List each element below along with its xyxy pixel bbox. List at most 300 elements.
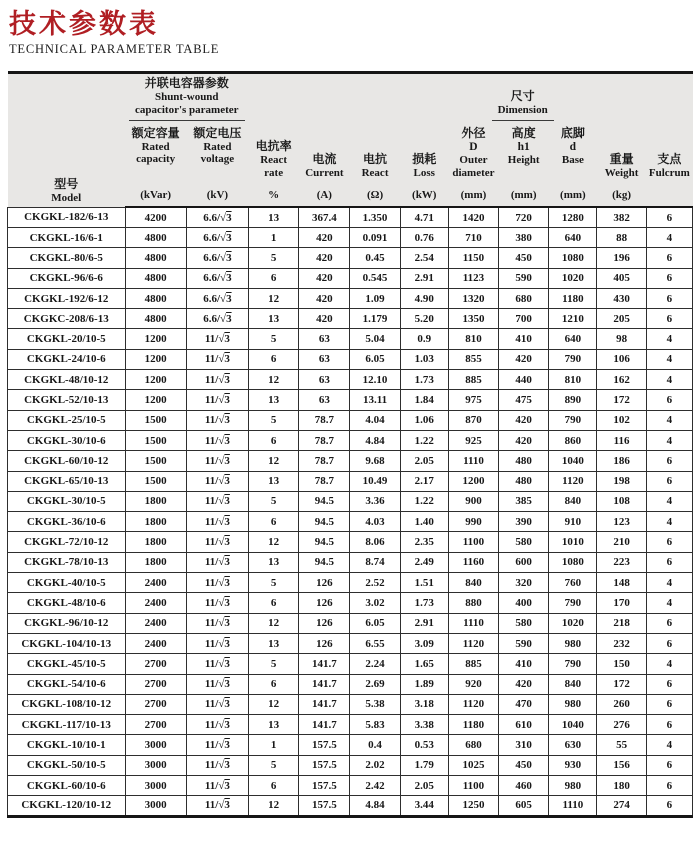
cell-weight: 260: [597, 694, 646, 714]
header-rated-voltage-en2: voltage: [200, 153, 235, 166]
unit-height: [499, 181, 549, 207]
cell-model: CKGKL-108/10-12: [8, 694, 126, 714]
header-rated-voltage: [186, 123, 248, 182]
table-row: [8, 451, 693, 471]
cell-fulcrum: 4: [646, 370, 692, 390]
cell-react: 10.49: [350, 471, 400, 491]
radicand: 3: [224, 434, 230, 447]
cell-fulcrum: 4: [646, 410, 692, 430]
cell-height: 420: [499, 674, 549, 694]
cell-loss: 1.79: [400, 755, 448, 775]
cell-base: 1040: [549, 451, 597, 471]
cell-rated-capacity: 4800: [125, 248, 186, 268]
cell-weight: 405: [597, 268, 646, 288]
cell-weight: 223: [597, 552, 646, 572]
table-row: [8, 430, 693, 450]
cell-outer-diameter: 1123: [448, 268, 498, 288]
header-rated-capacity: [125, 123, 186, 182]
cell-model: CKGKL-16/6-1: [8, 227, 126, 247]
cell-model: CKGKL-182/6-13: [8, 207, 126, 227]
cell-height: 440: [499, 370, 549, 390]
cell-react: 2.52: [350, 573, 400, 593]
cell-fulcrum: 6: [646, 674, 692, 694]
cell-weight: 196: [597, 248, 646, 268]
cell-rated-voltage: 11/√3: [186, 471, 248, 491]
cell-rated-capacity: 3000: [125, 775, 186, 795]
cell-rated-voltage: 11/√3: [186, 796, 248, 816]
cell-fulcrum: 6: [646, 552, 692, 572]
cell-loss: 1.84: [400, 390, 448, 410]
cell-rated-voltage: 11/√3: [186, 755, 248, 775]
cell-height: 580: [499, 532, 549, 552]
cell-weight: 156: [597, 755, 646, 775]
cell-rated-voltage: 6.6/√3: [186, 207, 248, 227]
header-rated-capacity-en1: Rated: [141, 140, 170, 153]
header-current: [299, 73, 350, 181]
cell-base: 840: [549, 491, 597, 511]
cell-current: 78.7: [299, 410, 350, 430]
cell-fulcrum: 4: [646, 329, 692, 349]
unit-current: [299, 181, 350, 207]
cell-height: 450: [499, 755, 549, 775]
cell-react: 0.545: [350, 268, 400, 288]
cell-height: 420: [499, 410, 549, 430]
cell-rated-voltage: 11/√3: [186, 552, 248, 572]
cell-weight: 382: [597, 207, 646, 227]
radicand: 3: [224, 576, 230, 589]
cell-weight: 210: [597, 532, 646, 552]
cell-loss: 2.05: [400, 451, 448, 471]
cell-react-rate: 12: [249, 451, 299, 471]
table-row: [8, 390, 693, 410]
cell-weight: 232: [597, 633, 646, 653]
cell-current: 126: [299, 573, 350, 593]
radicand: 3: [224, 414, 230, 427]
radicand: 3: [224, 515, 230, 528]
cell-react-rate: 13: [249, 471, 299, 491]
table-row: [8, 532, 693, 552]
radicand: 3: [224, 657, 230, 670]
header-height: [499, 123, 549, 182]
cell-outer-diameter: 710: [448, 227, 498, 247]
cell-height: 700: [499, 309, 549, 329]
header-loss: [400, 73, 448, 181]
cell-weight: 186: [597, 451, 646, 471]
header-loss-zh: 损耗: [412, 151, 437, 166]
table-row: [8, 654, 693, 674]
cell-height: 470: [499, 694, 549, 714]
cell-height: 610: [499, 715, 549, 735]
cell-base: 790: [549, 593, 597, 613]
cell-fulcrum: 4: [646, 735, 692, 755]
radicand: 3: [224, 393, 230, 406]
cell-loss: 2.54: [400, 248, 448, 268]
cell-react: 4.04: [350, 410, 400, 430]
cell-react-rate: 12: [249, 613, 299, 633]
cell-react: 2.24: [350, 654, 400, 674]
unit-react-rate-label: %: [268, 188, 280, 201]
cell-model: CKGKL-50/10-5: [8, 755, 126, 775]
cell-react: 0.4: [350, 735, 400, 755]
cell-base: 1020: [549, 613, 597, 633]
header-model: [8, 73, 126, 207]
cell-weight: 276: [597, 715, 646, 735]
cell-base: 640: [549, 227, 597, 247]
cell-rated-capacity: 1800: [125, 491, 186, 511]
cell-rated-voltage: 11/√3: [186, 593, 248, 613]
cell-fulcrum: 6: [646, 715, 692, 735]
cell-current: 157.5: [299, 735, 350, 755]
cell-loss: 0.9: [400, 329, 448, 349]
table-row: [8, 329, 693, 349]
radicand: 3: [224, 495, 230, 508]
header-base-symbol: d: [569, 140, 577, 153]
cell-height: 600: [499, 552, 549, 572]
cell-loss: 2.91: [400, 613, 448, 633]
cell-base: 760: [549, 573, 597, 593]
cell-height: 590: [499, 268, 549, 288]
cell-outer-diameter: 1150: [448, 248, 498, 268]
cell-weight: 162: [597, 370, 646, 390]
cell-rated-voltage: 11/√3: [186, 775, 248, 795]
cell-outer-diameter: 880: [448, 593, 498, 613]
cell-loss: 1.40: [400, 512, 448, 532]
table-row: [8, 613, 693, 633]
cell-height: 605: [499, 796, 549, 816]
cell-outer-diameter: 840: [448, 573, 498, 593]
cell-height: 410: [499, 329, 549, 349]
cell-loss: 1.06: [400, 410, 448, 430]
cell-height: 590: [499, 633, 549, 653]
cell-react: 6.55: [350, 633, 400, 653]
cell-react-rate: 5: [249, 248, 299, 268]
cell-outer-diameter: 925: [448, 430, 498, 450]
cell-react: 0.091: [350, 227, 400, 247]
cell-react-rate: 12: [249, 694, 299, 714]
cell-react-rate: 5: [249, 491, 299, 511]
cell-model: CKGKL-72/10-12: [8, 532, 126, 552]
unit-loss: [400, 181, 448, 207]
cell-rated-voltage: 11/√3: [186, 491, 248, 511]
header-react-zh: 电抗: [363, 151, 388, 166]
cell-weight: 106: [597, 349, 646, 369]
cell-base: 1280: [549, 207, 597, 227]
cell-base: 640: [549, 329, 597, 349]
radicand: 3: [224, 779, 230, 792]
cell-weight: 430: [597, 288, 646, 308]
header-base-en: Base: [561, 153, 584, 166]
cell-outer-diameter: 990: [448, 512, 498, 532]
cell-model: CKGKL-45/10-5: [8, 654, 126, 674]
cell-rated-voltage: 11/√3: [186, 633, 248, 653]
table-row: [8, 288, 693, 308]
cell-height: 380: [499, 227, 549, 247]
cell-fulcrum: 6: [646, 288, 692, 308]
page-title: 技术参数表: [9, 9, 159, 39]
cell-rated-capacity: 1800: [125, 532, 186, 552]
cell-outer-diameter: 1100: [448, 532, 498, 552]
cell-react: 5.83: [350, 715, 400, 735]
cell-rated-voltage: 6.6/√3: [186, 288, 248, 308]
cell-current: 420: [299, 227, 350, 247]
cell-model: CKGKL-52/10-13: [8, 390, 126, 410]
header-rated-voltage-en1: Rated: [203, 140, 232, 153]
cell-rated-capacity: 4800: [125, 227, 186, 247]
cell-react-rate: 13: [249, 390, 299, 410]
cell-rated-voltage: 11/√3: [186, 613, 248, 633]
cell-model: CKGKL-65/10-13: [8, 471, 126, 491]
unit-height-label: (mm): [510, 188, 537, 201]
cell-base: 1180: [549, 288, 597, 308]
cell-react-rate: 13: [249, 633, 299, 653]
cell-model: CKGKL-192/6-12: [8, 288, 126, 308]
cell-base: 1040: [549, 715, 597, 735]
cell-loss: 3.44: [400, 796, 448, 816]
cell-react: 2.42: [350, 775, 400, 795]
unit-rated-voltage-label: (kV): [206, 188, 229, 201]
cell-loss: 1.03: [400, 349, 448, 369]
cell-weight: 180: [597, 775, 646, 795]
cell-outer-diameter: 1110: [448, 613, 498, 633]
unit-base: [549, 181, 597, 207]
cell-outer-diameter: 680: [448, 735, 498, 755]
cell-base: 1020: [549, 268, 597, 288]
table-row: [8, 349, 693, 369]
cell-model: CKGKL-54/10-6: [8, 674, 126, 694]
cell-current: 94.5: [299, 491, 350, 511]
unit-outer-diameter-label: (mm): [460, 188, 487, 201]
cell-outer-diameter: 1200: [448, 471, 498, 491]
table-body: [8, 207, 693, 816]
cell-react-rate: 12: [249, 288, 299, 308]
cell-react: 6.05: [350, 349, 400, 369]
cell-current: 63: [299, 390, 350, 410]
radicand: 3: [224, 333, 230, 346]
table-row: [8, 410, 693, 430]
cell-react-rate: 6: [249, 349, 299, 369]
cell-loss: 1.22: [400, 430, 448, 450]
cell-fulcrum: 4: [646, 573, 692, 593]
cell-current: 367.4: [299, 207, 350, 227]
cell-rated-capacity: 1500: [125, 471, 186, 491]
cell-react-rate: 6: [249, 512, 299, 532]
cell-base: 910: [549, 512, 597, 532]
cell-react-rate: 13: [249, 309, 299, 329]
cell-outer-diameter: 885: [448, 654, 498, 674]
cell-react: 9.68: [350, 451, 400, 471]
cell-react-rate: 13: [249, 552, 299, 572]
cell-rated-capacity: 2400: [125, 573, 186, 593]
cell-model: CKGKL-60/10-12: [8, 451, 126, 471]
header-react: [350, 73, 400, 181]
cell-height: 390: [499, 512, 549, 532]
radicand: 3: [224, 536, 230, 549]
cell-react: 2.69: [350, 674, 400, 694]
cell-rated-capacity: 1500: [125, 451, 186, 471]
header-react-rate: [249, 73, 299, 181]
cell-react-rate: 13: [249, 715, 299, 735]
cell-outer-diameter: 1180: [448, 715, 498, 735]
table-row: [8, 268, 693, 288]
cell-model: CKGKL-96/6-6: [8, 268, 126, 288]
header-weight-en: Weight: [604, 166, 639, 179]
radicand: 3: [224, 799, 230, 812]
cell-rated-capacity: 4800: [125, 309, 186, 329]
cell-rated-voltage: 11/√3: [186, 430, 248, 450]
cell-model: CKGKL-78/10-13: [8, 552, 126, 572]
radicand: 3: [224, 596, 230, 609]
cell-height: 580: [499, 613, 549, 633]
cell-model: CKGKL-36/10-6: [8, 512, 126, 532]
header-weight-zh: 重量: [609, 151, 634, 166]
cell-model: CKGKL-40/10-5: [8, 573, 126, 593]
cell-rated-capacity: 4800: [125, 268, 186, 288]
table-row: [8, 715, 693, 735]
cell-current: 157.5: [299, 796, 350, 816]
cell-outer-diameter: 920: [448, 674, 498, 694]
cell-react-rate: 6: [249, 674, 299, 694]
cell-react-rate: 5: [249, 573, 299, 593]
cell-current: 94.5: [299, 532, 350, 552]
cell-model: CKGKL-80/6-5: [8, 248, 126, 268]
cell-loss: 1.22: [400, 491, 448, 511]
cell-model: CKGKL-96/10-12: [8, 613, 126, 633]
unit-base-label: (mm): [560, 188, 586, 201]
cell-current: 141.7: [299, 674, 350, 694]
unit-current-label: (A): [316, 188, 332, 201]
cell-current: 126: [299, 593, 350, 613]
cell-base: 630: [549, 735, 597, 755]
header-weight: [597, 73, 646, 181]
cell-react: 1.179: [350, 309, 400, 329]
cell-current: 126: [299, 633, 350, 653]
cell-react: 3.02: [350, 593, 400, 613]
cell-weight: 150: [597, 654, 646, 674]
cell-current: 63: [299, 329, 350, 349]
table-row: [8, 309, 693, 329]
header-height-zh: 高度: [511, 125, 536, 140]
cell-height: 420: [499, 430, 549, 450]
cell-current: 78.7: [299, 430, 350, 450]
header-model-en: Model: [51, 192, 82, 205]
cell-fulcrum: 6: [646, 755, 692, 775]
header-capacitor-group-zh: 并联电容器参数: [144, 76, 229, 91]
header-model-zh: 型号: [54, 177, 79, 192]
radicand: 3: [226, 272, 232, 285]
header-rated-capacity-en2: capacity: [136, 153, 176, 166]
table-row: [8, 796, 693, 816]
cell-outer-diameter: 1120: [448, 633, 498, 653]
cell-rated-capacity: 4800: [125, 288, 186, 308]
header-height-symbol: h1: [517, 140, 530, 153]
unit-react: [350, 181, 400, 207]
cell-loss: 2.05: [400, 775, 448, 795]
cell-model: CKGKL-117/10-13: [8, 715, 126, 735]
table-row: [8, 370, 693, 390]
cell-weight: 205: [597, 309, 646, 329]
table-row: [8, 755, 693, 775]
table-row: [8, 207, 693, 227]
cell-base: 790: [549, 654, 597, 674]
cell-rated-capacity: 2400: [125, 593, 186, 613]
header-outer-diameter-symbol: D: [469, 140, 478, 153]
cell-base: 840: [549, 674, 597, 694]
cell-react: 0.45: [350, 248, 400, 268]
cell-react-rate: 1: [249, 735, 299, 755]
cell-outer-diameter: 1025: [448, 755, 498, 775]
table-header: [8, 73, 693, 207]
cell-height: 475: [499, 390, 549, 410]
cell-weight: 172: [597, 674, 646, 694]
radicand: 3: [224, 373, 230, 386]
cell-model: CKGKC-208/6-13: [8, 309, 126, 329]
cell-fulcrum: 6: [646, 613, 692, 633]
cell-outer-diameter: 1100: [448, 775, 498, 795]
cell-height: 480: [499, 451, 549, 471]
cell-base: 1080: [549, 248, 597, 268]
cell-react: 8.74: [350, 552, 400, 572]
cell-current: 94.5: [299, 512, 350, 532]
header-rated-voltage-zh: 额定电压: [193, 125, 242, 140]
cell-base: 790: [549, 349, 597, 369]
radicand: 3: [224, 718, 230, 731]
cell-rated-capacity: 1500: [125, 410, 186, 430]
radicand: 3: [224, 475, 230, 488]
cell-fulcrum: 6: [646, 532, 692, 552]
cell-model: CKGKL-20/10-5: [8, 329, 126, 349]
cell-rated-capacity: 1200: [125, 329, 186, 349]
cell-loss: 4.90: [400, 288, 448, 308]
cell-react: 1.09: [350, 288, 400, 308]
cell-base: 790: [549, 410, 597, 430]
cell-current: 94.5: [299, 552, 350, 572]
cell-outer-diameter: 1320: [448, 288, 498, 308]
header-dimension-en: Dimension: [497, 104, 548, 117]
technical-parameter-table: [7, 71, 693, 817]
cell-rated-capacity: 1800: [125, 552, 186, 572]
cell-current: 63: [299, 349, 350, 369]
cell-height: 400: [499, 593, 549, 613]
radicand: 3: [226, 211, 232, 224]
cell-fulcrum: 4: [646, 512, 692, 532]
cell-rated-capacity: 2700: [125, 674, 186, 694]
cell-base: 1010: [549, 532, 597, 552]
cell-rated-voltage: 11/√3: [186, 532, 248, 552]
cell-weight: 102: [597, 410, 646, 430]
radicand: 3: [224, 637, 230, 650]
cell-outer-diameter: 1110: [448, 451, 498, 471]
unit-rated-voltage: [186, 181, 248, 207]
cell-rated-voltage: 11/√3: [186, 654, 248, 674]
cell-react: 12.10: [350, 370, 400, 390]
cell-react: 4.84: [350, 796, 400, 816]
cell-model: CKGKL-104/10-13: [8, 633, 126, 653]
header-react-rate-zh: 电抗率: [255, 138, 292, 153]
cell-react: 4.03: [350, 512, 400, 532]
cell-height: 410: [499, 654, 549, 674]
cell-rated-capacity: 1500: [125, 430, 186, 450]
cell-current: 420: [299, 288, 350, 308]
cell-fulcrum: 6: [646, 248, 692, 268]
unit-react-label: (Ω): [366, 188, 384, 201]
cell-outer-diameter: 1120: [448, 694, 498, 714]
cell-fulcrum: 6: [646, 309, 692, 329]
cell-react-rate: 12: [249, 370, 299, 390]
cell-current: 141.7: [299, 715, 350, 735]
cell-fulcrum: 4: [646, 430, 692, 450]
cell-base: 810: [549, 370, 597, 390]
cell-outer-diameter: 975: [448, 390, 498, 410]
